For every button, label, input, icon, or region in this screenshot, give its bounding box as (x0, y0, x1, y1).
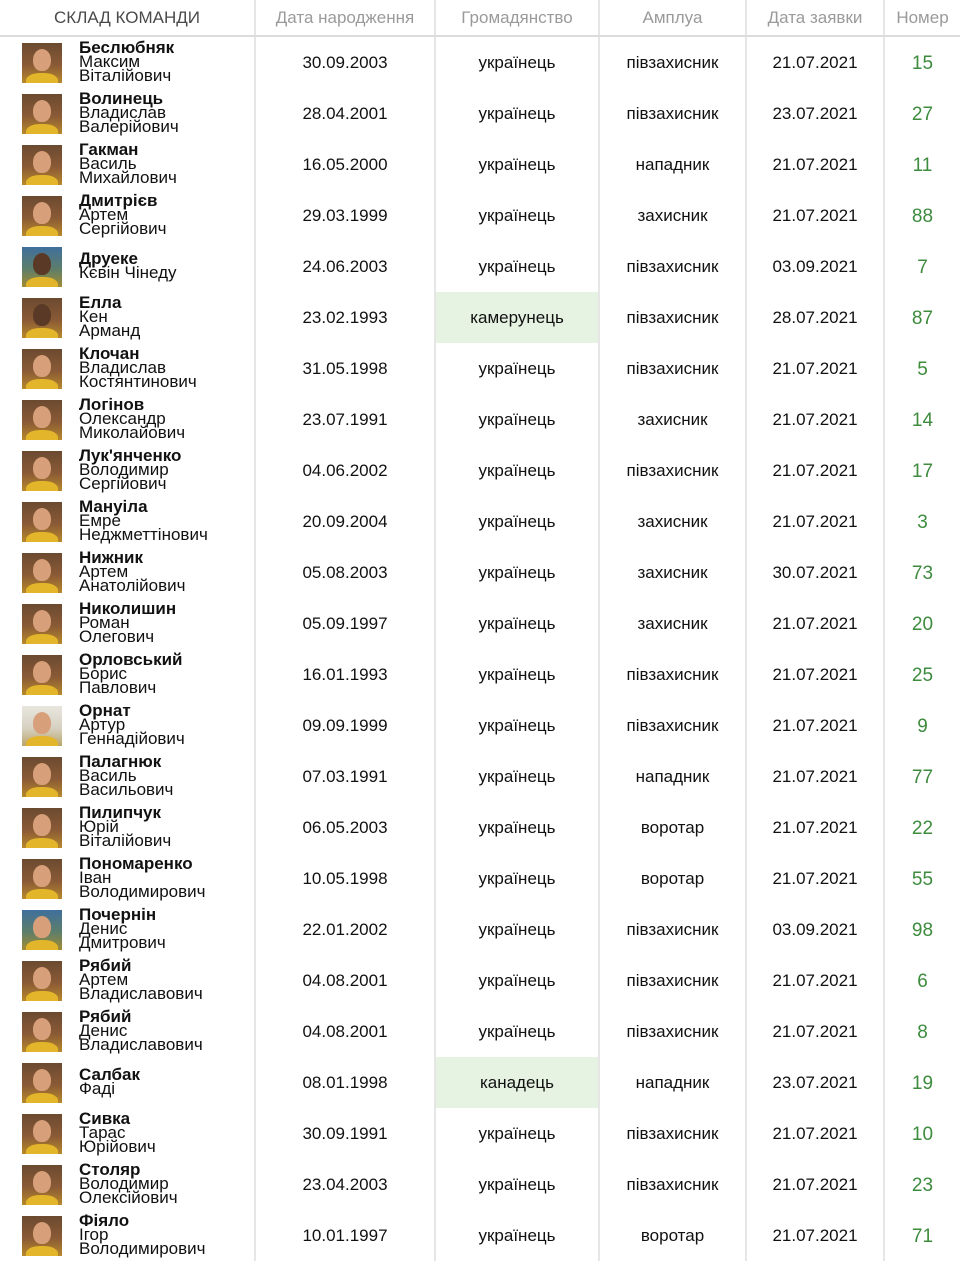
player-cell[interactable] (0, 598, 256, 649)
position-cell: півзахисник (600, 292, 747, 343)
table-row[interactable] (0, 853, 960, 904)
player-last-name[interactable]: Пилипчук (79, 802, 162, 822)
player-photo[interactable] (22, 961, 62, 1001)
player-cell[interactable] (0, 88, 256, 139)
citizenship-cell: українець (436, 1006, 600, 1057)
player-cell[interactable] (0, 1108, 256, 1159)
player-last-name[interactable]: Почернін (79, 904, 157, 924)
number-cell: 8 (917, 1021, 928, 1043)
player-name[interactable] (79, 598, 177, 646)
position-cell: півзахисник (600, 37, 747, 88)
player-cell[interactable] (0, 700, 256, 751)
player-patronymic: Сергійович (79, 218, 167, 238)
player-patronymic: Юрійович (79, 1136, 156, 1156)
player-photo[interactable] (22, 94, 62, 134)
player-last-name[interactable]: Беслюбняк (79, 37, 175, 57)
player-cell[interactable] (0, 802, 256, 853)
dob-cell: 31.05.1998 (256, 343, 436, 394)
player-photo[interactable] (22, 1012, 62, 1052)
player-photo[interactable] (22, 1216, 62, 1256)
table-row[interactable] (0, 241, 960, 292)
number-cell: 71 (911, 1225, 934, 1247)
position-cell: півзахисник (600, 955, 747, 1006)
player-photo[interactable] (22, 1063, 62, 1103)
table-row[interactable] (0, 292, 960, 343)
application-date-cell: 21.07.2021 (747, 1108, 885, 1159)
player-last-name[interactable]: Друеке (79, 248, 138, 268)
position-cell: воротар (600, 853, 747, 904)
player-name[interactable] (79, 190, 167, 238)
player-photo[interactable] (22, 757, 62, 797)
application-date-cell: 21.07.2021 (747, 955, 885, 1006)
header-squad[interactable]: СКЛАД КОМАНДИ (0, 0, 256, 35)
application-date-cell: 03.09.2021 (747, 904, 885, 955)
player-name[interactable] (79, 955, 203, 1003)
position-cell: півзахисник (600, 1006, 747, 1057)
player-patronymic: Миколайович (79, 422, 186, 442)
player-last-name[interactable]: Орнат (79, 700, 131, 720)
position-cell: півзахисник (600, 88, 747, 139)
player-photo[interactable] (22, 859, 62, 899)
dob-cell: 29.03.1999 (256, 190, 436, 241)
application-date-cell: 21.07.2021 (747, 496, 885, 547)
number-cell: 11 (912, 154, 933, 176)
dob-cell: 20.09.2004 (256, 496, 436, 547)
player-last-name[interactable]: Салбак (79, 1064, 140, 1084)
position-cell: півзахисник (600, 241, 747, 292)
player-photo[interactable] (22, 553, 62, 593)
citizenship-cell: українець (436, 190, 600, 241)
player-cell[interactable] (0, 1159, 256, 1210)
player-last-name[interactable]: Лук'янченко (79, 445, 182, 465)
player-first-name: Владислав (79, 102, 167, 122)
dob-cell: 09.09.1999 (256, 700, 436, 751)
application-date-cell: 21.07.2021 (747, 343, 885, 394)
dob-cell: 16.01.1993 (256, 649, 436, 700)
player-first-name: Артем (79, 969, 129, 989)
table-row[interactable] (0, 1006, 960, 1057)
player-last-name[interactable]: Клочан (79, 343, 140, 363)
player-patronymic: Олегович (79, 626, 155, 646)
player-name[interactable] (79, 700, 185, 748)
application-date-cell: 21.07.2021 (747, 445, 885, 496)
dob-cell: 05.09.1997 (256, 598, 436, 649)
player-last-name[interactable]: Елла (79, 292, 122, 312)
application-date-cell: 21.07.2021 (747, 190, 885, 241)
position-cell: захисник (600, 190, 747, 241)
application-date-cell: 21.07.2021 (747, 700, 885, 751)
player-patronymic: Неджметтінович (79, 524, 208, 544)
table-row[interactable] (0, 700, 960, 751)
header-position[interactable]: Амплуа (600, 0, 747, 35)
number-cell: 17 (911, 460, 934, 482)
player-photo[interactable] (22, 43, 62, 83)
player-patronymic: Віталійович (79, 830, 172, 850)
player-photo[interactable] (22, 808, 62, 848)
player-photo[interactable] (22, 604, 62, 644)
player-patronymic: Віталійович (79, 65, 172, 85)
player-last-name[interactable]: Пономаренко (79, 853, 193, 873)
player-last-name[interactable]: Орловський (79, 649, 183, 669)
position-cell: нападник (600, 139, 747, 190)
player-patronymic: Геннадійович (79, 728, 185, 748)
position-cell: півзахисник (600, 649, 747, 700)
citizenship-cell: українець (436, 802, 600, 853)
player-first-name: Фаді (79, 1078, 116, 1098)
position-cell: нападник (600, 1057, 747, 1108)
table-row[interactable] (0, 394, 960, 445)
dob-cell: 30.09.1991 (256, 1108, 436, 1159)
player-patronymic: Сергійович (79, 473, 167, 493)
player-first-name: Роман (79, 612, 130, 632)
player-photo[interactable] (22, 1165, 62, 1205)
number-cell: 5 (917, 358, 928, 380)
player-name[interactable] (79, 139, 177, 187)
table-body (0, 37, 960, 1261)
table-row[interactable] (0, 1210, 960, 1261)
player-cell[interactable] (0, 343, 256, 394)
position-cell: воротар (600, 802, 747, 853)
dob-cell: 10.05.1998 (256, 853, 436, 904)
player-first-name: Денис (79, 918, 128, 938)
header-dob[interactable]: Дата народження (256, 0, 436, 35)
application-date-cell: 21.07.2021 (747, 394, 885, 445)
number-cell: 73 (911, 562, 934, 584)
citizenship-cell: українець (436, 1210, 600, 1261)
citizenship-cell: українець (436, 445, 600, 496)
number-cell: 87 (911, 307, 934, 329)
table-row[interactable] (0, 37, 960, 88)
player-first-name: Артем (79, 204, 129, 224)
position-cell: півзахисник (600, 1108, 747, 1159)
dob-cell: 08.01.1998 (256, 1057, 436, 1108)
player-cell[interactable] (0, 955, 256, 1006)
number-cell: 55 (911, 868, 934, 890)
dob-cell: 05.08.2003 (256, 547, 436, 598)
citizenship-cell: українець (436, 1108, 600, 1159)
player-first-name: Максим (79, 51, 141, 71)
position-cell: півзахисник (600, 700, 747, 751)
number-cell: 98 (911, 919, 934, 941)
dob-cell: 16.05.2000 (256, 139, 436, 190)
citizenship-cell: українець (436, 853, 600, 904)
table-row[interactable] (0, 955, 960, 1006)
citizenship-cell: українець (436, 751, 600, 802)
player-patronymic: Олексійович (79, 1187, 178, 1207)
application-date-cell: 21.07.2021 (747, 37, 885, 88)
player-patronymic: Дмитрович (79, 932, 166, 952)
player-first-name: Володимир (79, 459, 169, 479)
player-name[interactable] (79, 292, 141, 340)
player-first-name: Василь (79, 765, 137, 785)
header-number[interactable]: Номер (896, 7, 949, 27)
player-photo[interactable] (22, 502, 62, 542)
player-name[interactable] (79, 751, 174, 799)
dob-cell: 24.06.2003 (256, 241, 436, 292)
citizenship-cell: українець (436, 904, 600, 955)
application-date-cell: 21.07.2021 (747, 139, 885, 190)
player-name[interactable] (79, 853, 206, 901)
dob-cell: 30.09.2003 (256, 37, 436, 88)
player-name[interactable] (79, 1064, 140, 1098)
application-date-cell: 21.07.2021 (747, 853, 885, 904)
table-row[interactable] (0, 547, 960, 598)
player-cell[interactable] (0, 853, 256, 904)
table-row[interactable] (0, 343, 960, 394)
table-row[interactable] (0, 598, 960, 649)
player-name[interactable] (79, 37, 175, 85)
number-cell: 7 (917, 256, 928, 278)
player-cell[interactable] (0, 37, 256, 88)
application-date-cell: 03.09.2021 (747, 241, 885, 292)
citizenship-cell: українець (436, 598, 600, 649)
player-photo[interactable] (22, 247, 62, 287)
player-photo[interactable] (22, 655, 62, 695)
dob-cell: 10.01.1997 (256, 1210, 436, 1261)
player-last-name[interactable]: Сивка (79, 1108, 131, 1128)
player-name[interactable] (79, 1210, 206, 1258)
dob-cell: 04.08.2001 (256, 955, 436, 1006)
table-row[interactable] (0, 139, 960, 190)
application-date-cell: 21.07.2021 (747, 1159, 885, 1210)
player-photo[interactable] (22, 145, 62, 185)
player-first-name: Емре (79, 510, 121, 530)
player-patronymic: Валерійович (79, 116, 179, 136)
player-patronymic: Володимирович (79, 881, 206, 901)
player-last-name[interactable]: Волинець (79, 88, 164, 108)
application-date-cell: 21.07.2021 (747, 802, 885, 853)
table-row[interactable] (0, 802, 960, 853)
player-patronymic: Анатолійович (79, 575, 186, 595)
dob-cell: 22.01.2002 (256, 904, 436, 955)
player-last-name[interactable]: Дмитрієв (79, 190, 158, 210)
player-first-name: Денис (79, 1020, 128, 1040)
player-name[interactable] (79, 649, 183, 697)
position-cell: півзахисник (600, 904, 747, 955)
player-last-name[interactable]: Логінов (79, 394, 145, 414)
player-first-name: Ігор (79, 1224, 109, 1244)
player-cell[interactable] (0, 547, 256, 598)
player-cell[interactable] (0, 190, 256, 241)
table-row[interactable] (0, 190, 960, 241)
player-first-name: Юрій (79, 816, 119, 836)
player-patronymic: Володимирович (79, 1238, 206, 1258)
player-last-name[interactable]: Мануіла (79, 496, 148, 516)
player-photo[interactable] (22, 298, 62, 338)
player-name[interactable] (79, 1108, 156, 1156)
application-date-cell: 21.07.2021 (747, 598, 885, 649)
number-cell: 20 (911, 613, 934, 635)
player-cell[interactable] (0, 751, 256, 802)
position-cell: захисник (600, 496, 747, 547)
citizenship-cell: українець (436, 547, 600, 598)
dob-cell: 23.02.1993 (256, 292, 436, 343)
number-cell: 14 (911, 409, 934, 431)
player-cell[interactable] (0, 1057, 256, 1108)
player-name[interactable] (79, 904, 166, 952)
citizenship-cell: українець (436, 496, 600, 547)
table-row[interactable] (0, 751, 960, 802)
player-cell[interactable] (0, 241, 256, 292)
dob-cell: 04.08.2001 (256, 1006, 436, 1057)
player-photo[interactable] (22, 910, 62, 950)
application-date-cell: 28.07.2021 (747, 292, 885, 343)
player-cell[interactable] (0, 1006, 256, 1057)
number-cell: 19 (911, 1072, 934, 1094)
application-date-cell: 21.07.2021 (747, 1210, 885, 1261)
dob-cell: 04.06.2002 (256, 445, 436, 496)
number-cell: 9 (917, 715, 928, 737)
citizenship-cell: українець (436, 1159, 600, 1210)
number-cell: 15 (911, 52, 934, 74)
player-name[interactable] (79, 88, 179, 136)
application-date-cell: 23.07.2021 (747, 1057, 885, 1108)
position-cell: нападник (600, 751, 747, 802)
player-last-name[interactable]: Гакман (79, 139, 139, 159)
table-row[interactable] (0, 1057, 960, 1108)
number-cell: 22 (911, 817, 934, 839)
player-first-name: Кєвін Чінеду (79, 262, 177, 282)
number-cell: 77 (911, 766, 934, 788)
player-name[interactable] (79, 394, 186, 442)
position-cell: захисник (600, 394, 747, 445)
position-cell: воротар (600, 1210, 747, 1261)
application-date-cell: 21.07.2021 (747, 649, 885, 700)
player-patronymic: Владиславович (79, 983, 203, 1003)
position-cell: захисник (600, 598, 747, 649)
header-application-date[interactable]: Дата заявки (747, 0, 885, 35)
position-cell: півзахисник (600, 1159, 747, 1210)
position-cell: півзахисник (600, 343, 747, 394)
player-first-name: Кен (79, 306, 108, 326)
table-row[interactable] (0, 649, 960, 700)
player-name[interactable] (79, 1006, 203, 1054)
player-name[interactable] (79, 802, 172, 850)
player-name[interactable] (79, 445, 182, 493)
player-patronymic: Васильович (79, 779, 174, 799)
player-first-name: Олександр (79, 408, 166, 428)
player-last-name[interactable]: Николишин (79, 598, 177, 618)
player-photo[interactable] (22, 706, 62, 746)
table-row[interactable] (0, 1159, 960, 1210)
citizenship-cell: українець (436, 394, 600, 445)
citizenship-cell: українець (436, 88, 600, 139)
player-name[interactable] (79, 248, 177, 282)
player-photo[interactable] (22, 1114, 62, 1154)
table-row[interactable] (0, 496, 960, 547)
citizenship-cell: канадець (436, 1057, 600, 1108)
citizenship-cell: українець (436, 649, 600, 700)
application-date-cell: 30.07.2021 (747, 547, 885, 598)
player-first-name: Іван (79, 867, 112, 887)
player-first-name: Василь (79, 153, 137, 173)
citizenship-cell: українець (436, 700, 600, 751)
player-last-name[interactable]: Нижник (79, 547, 144, 567)
player-cell[interactable] (0, 649, 256, 700)
player-name[interactable] (79, 343, 197, 391)
table-row[interactable] (0, 88, 960, 139)
dob-cell: 23.04.2003 (256, 1159, 436, 1210)
table-header (0, 0, 960, 37)
dob-cell: 07.03.1991 (256, 751, 436, 802)
citizenship-cell: українець (436, 955, 600, 1006)
number-cell: 3 (917, 511, 928, 533)
player-name[interactable] (79, 1159, 178, 1207)
player-name[interactable] (79, 547, 186, 595)
player-last-name[interactable]: Рябий (79, 955, 132, 975)
player-first-name: Владислав (79, 357, 167, 377)
player-cell[interactable] (0, 292, 256, 343)
citizenship-cell: українець (436, 241, 600, 292)
player-last-name[interactable]: Рябий (79, 1006, 132, 1026)
player-first-name: Володимир (79, 1173, 169, 1193)
number-cell: 23 (911, 1174, 934, 1196)
position-cell: півзахисник (600, 445, 747, 496)
player-last-name[interactable]: Палагнюк (79, 751, 162, 771)
citizenship-cell: камерунець (436, 292, 600, 343)
position-cell: захисник (600, 547, 747, 598)
table-row[interactable] (0, 1108, 960, 1159)
player-patronymic: Костянтинович (79, 371, 197, 391)
citizenship-cell: українець (436, 37, 600, 88)
dob-cell: 06.05.2003 (256, 802, 436, 853)
dob-cell: 28.04.2001 (256, 88, 436, 139)
player-first-name: Артем (79, 561, 129, 581)
table-row[interactable] (0, 904, 960, 955)
player-patronymic: Павлович (79, 677, 157, 697)
player-cell[interactable] (0, 139, 256, 190)
player-first-name: Тарас (79, 1122, 126, 1142)
application-date-cell: 23.07.2021 (747, 88, 885, 139)
player-cell[interactable] (0, 445, 256, 496)
player-photo[interactable] (22, 400, 62, 440)
player-patronymic: Владиславович (79, 1034, 203, 1054)
number-cell: 6 (917, 970, 928, 992)
number-cell: 88 (911, 205, 934, 227)
header-citizenship[interactable]: Громадянство (436, 0, 600, 35)
application-date-cell: 21.07.2021 (747, 1006, 885, 1057)
dob-cell: 23.07.1991 (256, 394, 436, 445)
application-date-cell: 21.07.2021 (747, 751, 885, 802)
player-name[interactable] (79, 496, 208, 544)
number-cell: 27 (911, 103, 934, 125)
player-patronymic: Михайлович (79, 167, 177, 187)
player-cell[interactable] (0, 496, 256, 547)
player-photo[interactable] (22, 349, 62, 389)
player-patronymic: Арманд (79, 320, 141, 340)
player-photo[interactable] (22, 196, 62, 236)
player-first-name: Борис (79, 663, 128, 683)
player-last-name[interactable]: Фіяло (79, 1210, 130, 1230)
citizenship-cell: українець (436, 139, 600, 190)
player-cell[interactable] (0, 1210, 256, 1261)
number-cell: 25 (911, 664, 934, 686)
table-row[interactable] (0, 445, 960, 496)
player-cell[interactable] (0, 394, 256, 445)
player-first-name: Артур (79, 714, 126, 734)
player-cell[interactable] (0, 904, 256, 955)
player-last-name[interactable]: Столяр (79, 1159, 141, 1179)
number-cell: 10 (911, 1123, 934, 1145)
player-photo[interactable] (22, 451, 62, 491)
citizenship-cell: українець (436, 343, 600, 394)
